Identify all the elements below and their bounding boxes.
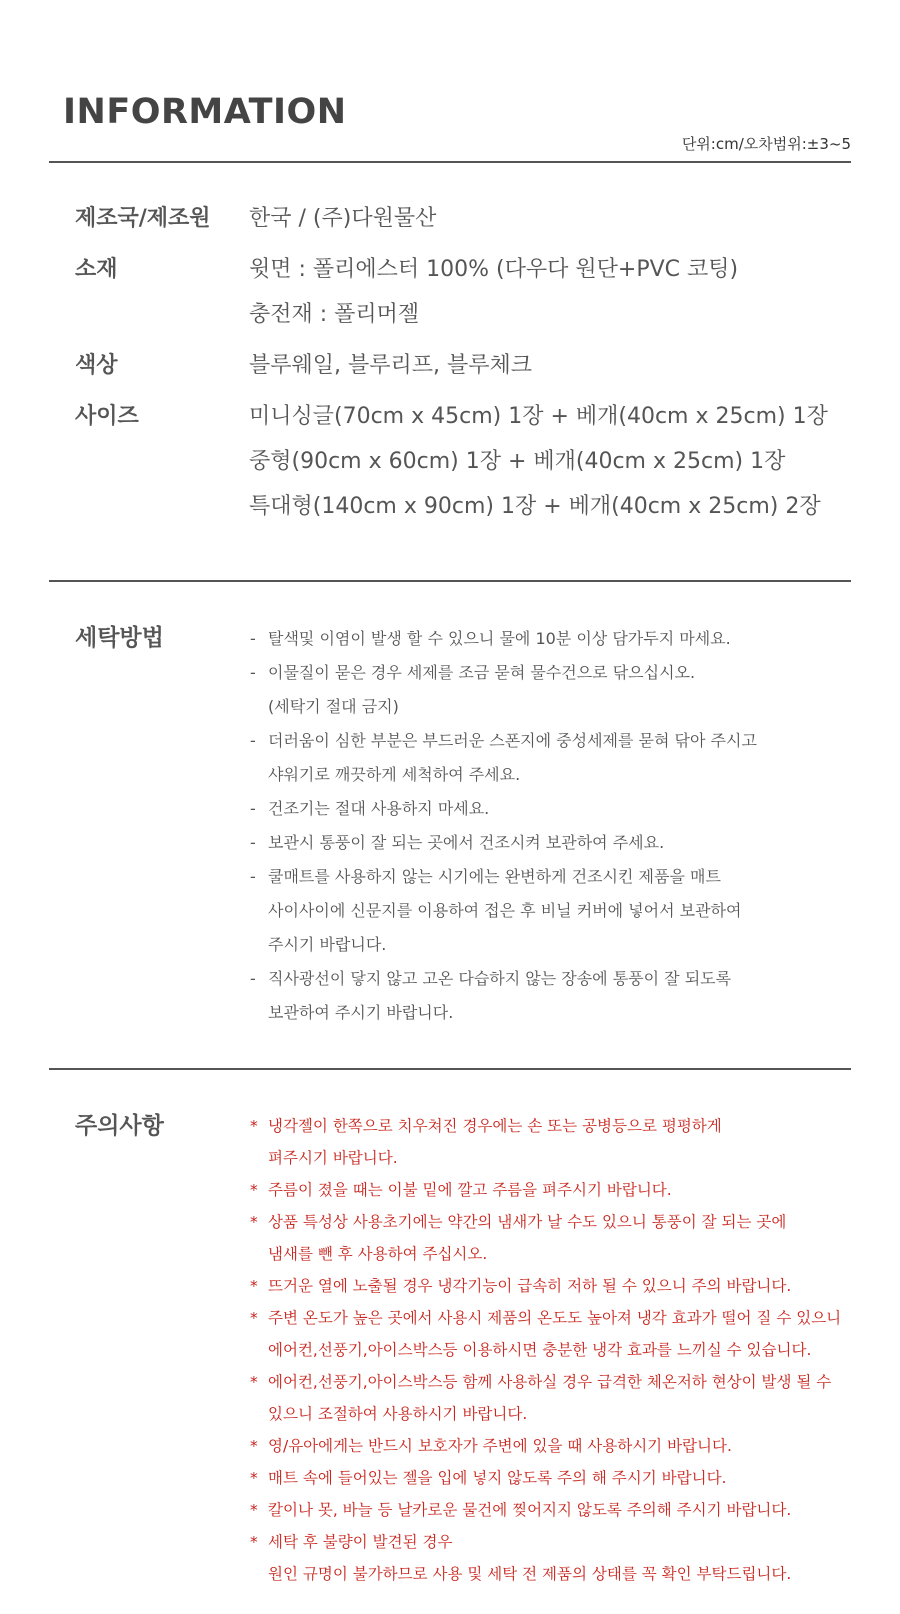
caution-item-line	[250, 1206, 841, 1238]
caution-item-line	[250, 1526, 841, 1558]
bullet-marker: *	[250, 1469, 258, 1487]
wash-section	[75, 622, 875, 1030]
wash-item-line	[250, 656, 757, 690]
wash-item-line	[250, 758, 757, 792]
wash-item-line	[250, 792, 757, 826]
bullet-marker: *	[250, 1213, 258, 1231]
wash-item-line	[250, 860, 757, 894]
spec-value-line: 미니싱글(70cm x 45cm) 1장 + 베개(40cm x 25cm) 1장	[249, 404, 828, 429]
bullet-marker: *	[250, 1533, 258, 1551]
caution-item-text: 매트 속에 들어있는 젤을 입에 넣지 않도록 주의 해 주시기 바랍니다.	[268, 1469, 727, 1487]
caution-item-text: 상품 특성상 사용초기에는 약간의 냄새가 날 수도 있으니 통풍이 잘 되는 곳에	[268, 1213, 787, 1231]
spec-label: 색상	[75, 353, 118, 378]
wash-label: 세탁방법	[75, 625, 164, 651]
caution-item-text: 에어컨,선풍기,아이스박스등 이용하시면 충분한 냉각 효과를 느끼실 수 있습니다.	[268, 1341, 812, 1359]
caution-item-text: 영/유아에게는 반드시 보호자가 주변에 있을 때 사용하시기 바랍니다.	[268, 1437, 732, 1455]
divider	[49, 1068, 851, 1070]
caution-item-line	[250, 1558, 841, 1590]
bullet-marker: *	[250, 1373, 258, 1391]
wash-item-text: 사이사이에 신문지를 이용하여 접은 후 비닐 커버에 넣어서 보관하여	[268, 901, 742, 920]
wash-item-line	[250, 724, 757, 758]
caution-item-line	[250, 1334, 841, 1366]
spec-row	[75, 247, 855, 337]
spec-label: 제조국/제조원	[75, 206, 211, 231]
caution-list	[250, 1110, 841, 1590]
spec-values	[249, 196, 436, 241]
unit-note: 단위:cm/오차범위:±3~5	[681, 135, 851, 153]
caution-item-line	[250, 1142, 841, 1174]
caution-item-text: 주름이 졌을 때는 이불 밑에 깔고 주름을 펴주시기 바랍니다.	[268, 1181, 672, 1199]
wash-item-text: 더러움이 심한 부분은 부드러운 스폰지에 중성세제를 묻혀 닦아 주시고	[268, 731, 757, 750]
caution-section	[75, 1110, 875, 1590]
divider	[49, 580, 851, 582]
wash-item-text: 주시기 바랍니다.	[268, 935, 387, 954]
caution-item-line	[250, 1238, 841, 1270]
spec-value-line: 한국 / (주)다원물산	[249, 206, 437, 231]
bullet-marker: *	[250, 1117, 258, 1135]
caution-item-line	[250, 1398, 841, 1430]
wash-item-text: 직사광선이 닿지 않고 고온 다습하지 않는 장송에 통풍이 잘 되도록	[268, 969, 732, 988]
spec-value-line: 중형(90cm x 60cm) 1장 + 베개(40cm x 25cm) 1장	[249, 449, 786, 474]
wash-item-text: 탈색및 이염이 발생 할 수 있으니 물에 10분 이상 담가두지 마세요.	[268, 629, 731, 648]
bullet-marker: *	[250, 1501, 258, 1519]
bullet-marker: -	[250, 969, 256, 988]
spec-value-line: 충전재 : 폴리머젤	[249, 302, 420, 327]
wash-item-text: 보관하여 주시기 바랍니다.	[268, 1003, 454, 1022]
spec-value-line: 윗면 : 폴리에스터 100% (다우다 원단+PVC 코팅)	[249, 257, 739, 282]
wash-item-text: (세탁기 절대 금지)	[268, 697, 399, 716]
spec-value-line: 블루웨일, 블루리프, 블루체크	[249, 353, 532, 378]
spec-row	[75, 196, 855, 241]
wash-item-text: 샤워기로 깨끗하게 세척하여 주세요.	[268, 765, 521, 784]
wash-item-line	[250, 962, 757, 996]
caution-item-text: 냉각젤이 한쪽으로 치우쳐진 경우에는 손 또는 공병등으로 평평하게	[268, 1117, 722, 1135]
bullet-marker: *	[250, 1309, 258, 1327]
bullet-marker: -	[250, 799, 256, 818]
bullet-marker: -	[250, 867, 256, 886]
caution-item-text: 뜨거운 열에 노출될 경우 냉각기능이 급속히 저하 될 수 있으니 주의 바랍니다.	[268, 1277, 792, 1295]
spec-values	[249, 394, 828, 529]
wash-list	[250, 622, 757, 1030]
caution-item-line	[250, 1110, 841, 1142]
bullet-marker: -	[250, 731, 256, 750]
wash-item-text: 이물질이 묻은 경우 세제를 조금 묻혀 물수건으로 닦으십시오.	[268, 663, 696, 682]
caution-item-text: 있으니 조절하여 사용하시기 바랍니다.	[268, 1405, 528, 1423]
spec-label: 사이즈	[75, 404, 139, 429]
caution-item-line	[250, 1494, 841, 1526]
wash-item-line	[250, 622, 757, 656]
spec-values	[249, 247, 738, 337]
divider	[49, 161, 851, 163]
wash-item-line	[250, 928, 757, 962]
caution-item-line	[250, 1174, 841, 1206]
caution-item-line	[250, 1302, 841, 1334]
caution-item-text: 세탁 후 불량이 발견된 경우	[268, 1533, 453, 1551]
bullet-marker: *	[250, 1437, 258, 1455]
caution-item-text: 냄새를 뺀 후 사용하여 주십시오.	[268, 1245, 488, 1263]
caution-label: 주의사항	[75, 1113, 164, 1139]
caution-item-text: 칼이나 못, 바늘 등 날카로운 물건에 찢어지지 않도록 주의해 주시기 바랍니다.	[268, 1501, 792, 1519]
bullet-marker: *	[250, 1277, 258, 1295]
wash-item-line	[250, 894, 757, 928]
caution-item-line	[250, 1270, 841, 1302]
caution-item-text: 원인 규명이 불가하므로 사용 및 세탁 전 제품의 상태를 꼭 확인 부탁드립니다.	[268, 1565, 792, 1583]
bullet-marker: -	[250, 833, 256, 852]
page-title: INFORMATION	[63, 92, 347, 132]
caution-item-line	[250, 1462, 841, 1494]
wash-item-line	[250, 690, 757, 724]
bullet-marker: -	[250, 663, 256, 682]
bullet-marker: -	[250, 629, 256, 648]
caution-item-line	[250, 1430, 841, 1462]
spec-table	[75, 196, 855, 535]
caution-item-line	[250, 1366, 841, 1398]
bullet-marker: *	[250, 1181, 258, 1199]
caution-item-text: 펴주시기 바랍니다.	[268, 1149, 398, 1167]
caution-item-text: 주변 온도가 높은 곳에서 사용시 제품의 온도도 높아져 냉각 효과가 떨어 질 수 있으니	[268, 1309, 842, 1327]
wash-item-line	[250, 826, 757, 860]
spec-row	[75, 394, 855, 529]
spec-values	[249, 343, 532, 388]
spec-value-line: 특대형(140cm x 90cm) 1장 + 베개(40cm x 25cm) 2장	[249, 494, 821, 519]
spec-label: 소재	[75, 257, 118, 282]
caution-item-text: 에어컨,선풍기,아이스박스등 함께 사용하실 경우 급격한 체온저하 현상이 발생 될 수	[268, 1373, 832, 1391]
spec-row	[75, 343, 855, 388]
wash-item-text: 건조기는 절대 사용하지 마세요.	[268, 799, 490, 818]
wash-item-text: 보관시 통풍이 잘 되는 곳에서 건조시켜 보관하여 주세요.	[268, 833, 665, 852]
wash-item-text: 쿨매트를 사용하지 않는 시기에는 완변하게 건조시킨 제품을 매트	[268, 867, 721, 886]
wash-item-line	[250, 996, 757, 1030]
